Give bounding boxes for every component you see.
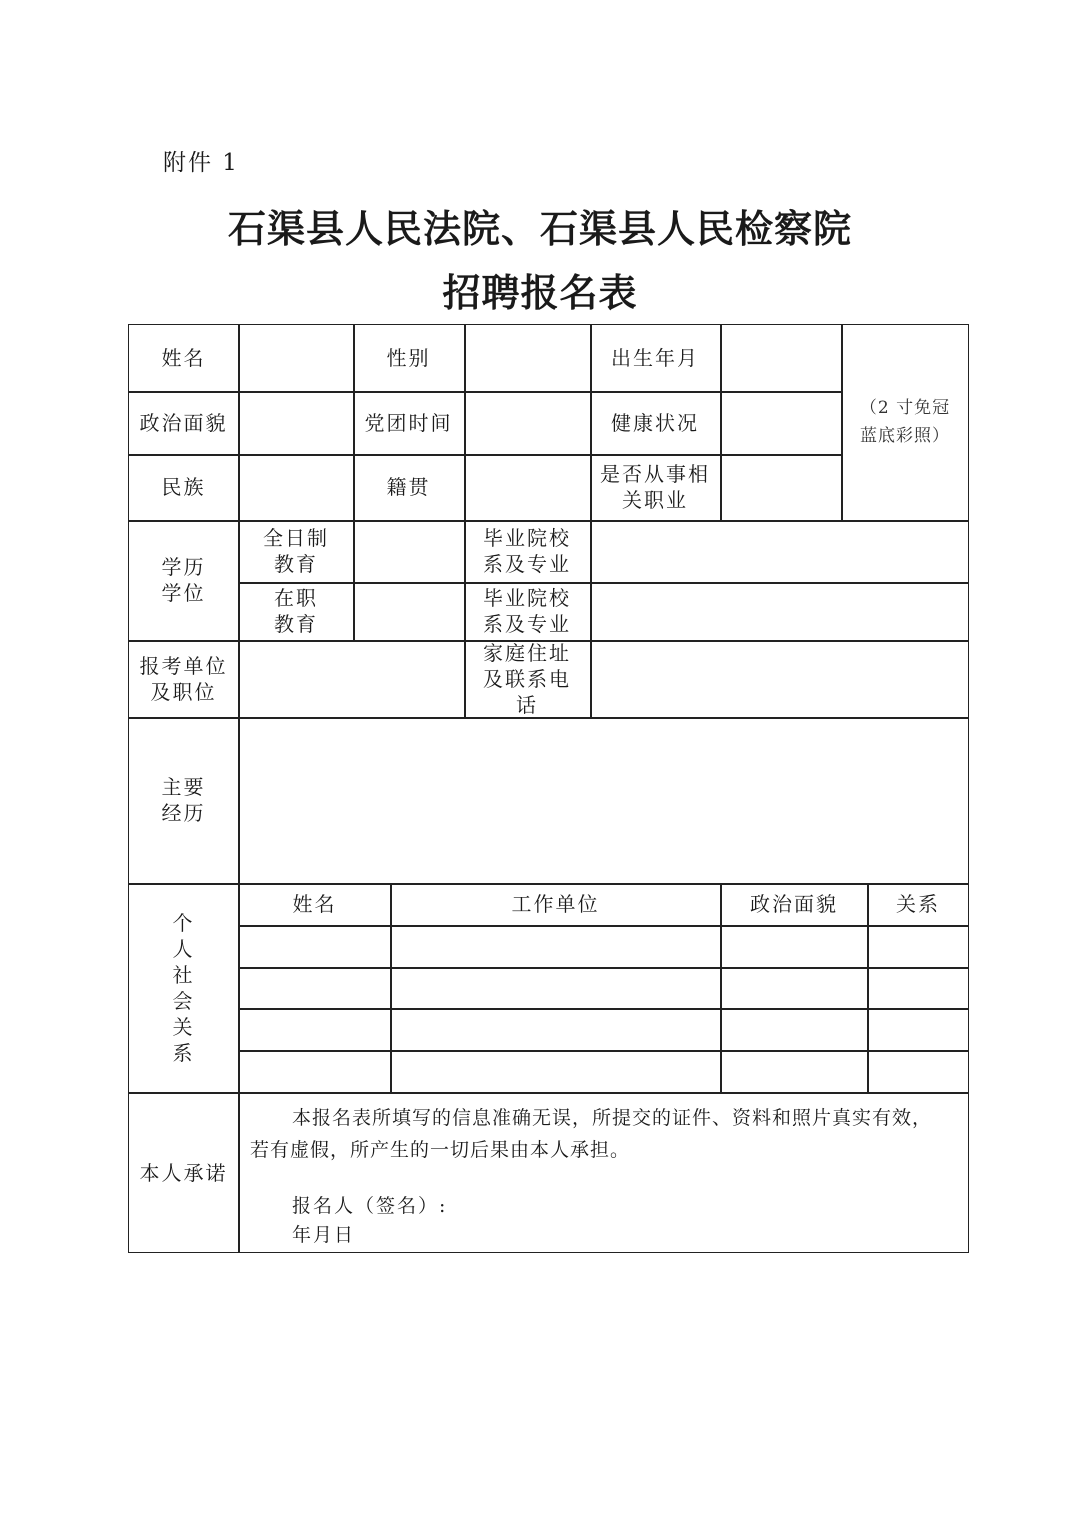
label-apply-unit: 报考单位及职位 (139, 653, 228, 704)
rel-header-political: 政治面貌 (750, 892, 838, 916)
label-political: 政治面貌 (139, 410, 228, 435)
label-graduated-fulltime: 毕业院校系及专业 (483, 526, 571, 576)
rel-header-name: 姓名 (292, 892, 337, 916)
party-time-field[interactable] (465, 391, 590, 454)
rel-header-relation: 关系 (896, 892, 940, 916)
political-field[interactable] (239, 391, 353, 454)
ethnicity-field[interactable] (239, 454, 353, 520)
pledge-line-1: 本报名表所填写的信息准确无误，所提交的证件、资料和照片真实有效， (292, 1107, 933, 1129)
attachment-label: 附件 1 (163, 150, 239, 176)
fulltime-school-field[interactable] (591, 520, 968, 582)
birth-field[interactable] (721, 324, 841, 391)
label-social: 个人社会关系 (172, 910, 195, 1065)
label-health: 健康状况 (611, 410, 699, 435)
form-subtitle: 招聘报名表 (442, 270, 638, 315)
related-job-field[interactable] (721, 454, 841, 520)
label-experience: 主要经历 (161, 775, 206, 825)
table-row[interactable] (239, 1051, 968, 1092)
experience-field[interactable] (239, 717, 968, 883)
table-row[interactable] (239, 1009, 968, 1050)
label-related-job: 是否从事相关职业 (600, 462, 710, 512)
rel-header-workplace: 工作单位 (511, 892, 600, 916)
label-address: 家庭住址及联系电话 (483, 640, 571, 717)
label-education: 学历学位 (161, 555, 206, 605)
label-gender: 性别 (386, 345, 431, 370)
signature-label[interactable]: 报名人（签名）: (292, 1195, 448, 1217)
label-party-time: 党团时间 (364, 410, 453, 435)
date-label[interactable]: 年月日 (292, 1224, 356, 1246)
photo-placeholder[interactable]: （2 寸免冠蓝底彩照） (859, 398, 951, 446)
label-fulltime: 全日制教育 (263, 526, 329, 576)
gender-field[interactable] (465, 324, 590, 391)
address-field[interactable] (591, 640, 968, 717)
label-inservice: 在职教育 (274, 586, 318, 636)
label-birth: 出生年月 (611, 345, 699, 370)
fulltime-degree-field[interactable] (354, 520, 464, 582)
label-name: 姓名 (161, 345, 206, 370)
native-place-field[interactable] (465, 454, 590, 520)
label-ethnicity: 民族 (161, 475, 206, 499)
table-row[interactable] (239, 968, 968, 1008)
label-native-place: 籍贯 (386, 475, 431, 499)
apply-unit-field[interactable] (239, 640, 464, 717)
table-row[interactable] (239, 926, 968, 967)
label-graduated-inservice: 毕业院校系及专业 (483, 586, 571, 636)
inservice-degree-field[interactable] (354, 582, 464, 640)
pledge-line-2: 若有虚假，所产生的一切后果由本人承担。 (250, 1139, 631, 1161)
pledge-text (250, 1102, 962, 1166)
form-title: 石渠县人民法院、石渠县人民检察院 (227, 206, 852, 251)
inservice-school-field[interactable] (591, 582, 968, 640)
health-field[interactable] (721, 391, 841, 454)
name-field[interactable] (239, 324, 353, 391)
label-pledge: 本人承诺 (139, 1160, 228, 1185)
